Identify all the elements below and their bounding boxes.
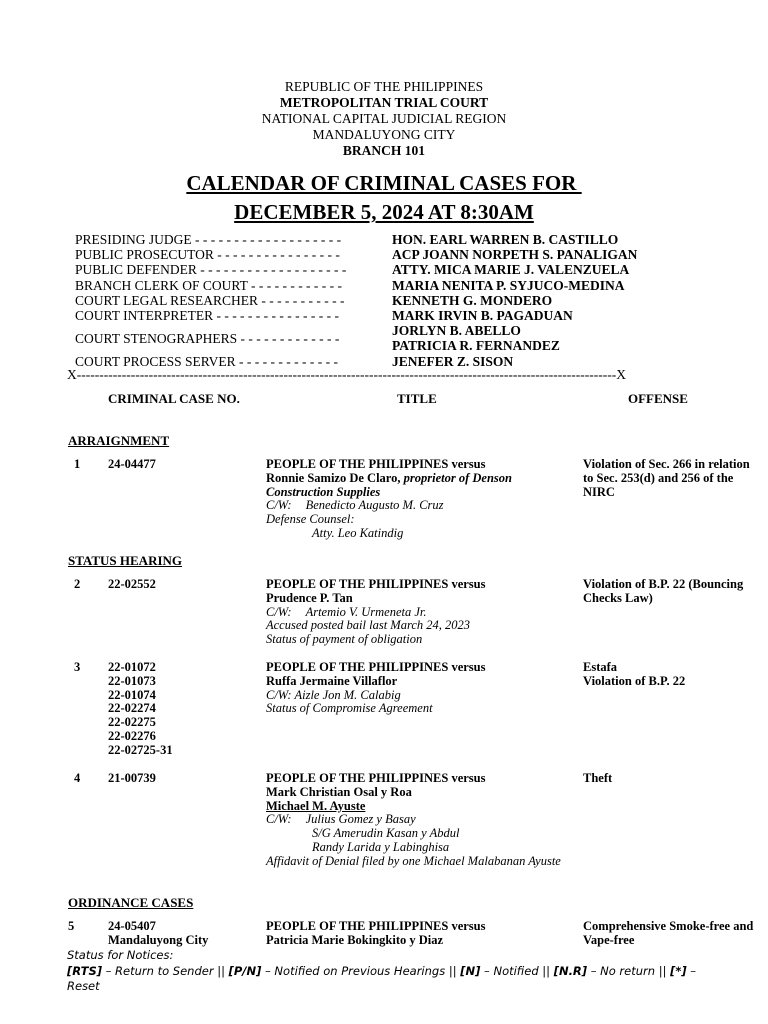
staff-name: JENEFER Z. SISON bbox=[392, 353, 514, 369]
cw-name: Julius Gomez y Basay bbox=[305, 812, 416, 827]
staff-name: ACP JOANN NORPETH S. PANALIGAN bbox=[392, 247, 638, 263]
staff-name: JORLYN B. ABELLO bbox=[392, 323, 521, 339]
case-title bbox=[266, 920, 576, 948]
header-city: MANDALUYONG CITY bbox=[312, 127, 456, 142]
case-offense: Theft bbox=[583, 771, 613, 785]
case-accused: Michael M. Ayuste bbox=[266, 798, 366, 813]
staff-name: MARIA NENITA P. SYJUCO-MEDINA bbox=[392, 277, 625, 293]
notices-label: Status for Notices: bbox=[67, 948, 174, 962]
defense-counsel: Atty. Leo Katindig bbox=[312, 525, 404, 540]
code-nr: [N.R] bbox=[553, 963, 588, 978]
case-title bbox=[266, 772, 576, 869]
case-note: Accused posted bail last March 24, 2023 bbox=[266, 618, 471, 633]
case-note: Affidavit of Denial filed by one Michael Malabanan Ayuste bbox=[266, 853, 561, 868]
staff-name: HON. EARL WARREN B. CASTILLO bbox=[392, 232, 619, 247]
case-people: PEOPLE OF THE PHILIPPINES versus bbox=[266, 771, 486, 785]
case-note: Defense Counsel: bbox=[266, 512, 355, 527]
cw-label: C/W: bbox=[266, 604, 292, 619]
code-reset: [*] bbox=[670, 963, 687, 978]
case-accused: Ronnie Samizo De Claro, bbox=[266, 470, 401, 485]
calendar-title-line2: DECEMBER 5, 2024 AT 8:30AM bbox=[234, 200, 534, 224]
staff-role: COURT STENOGRAPHERS - - - - - - - - - - - - - bbox=[75, 330, 340, 346]
case-people: PEOPLE OF THE PHILIPPINES versus bbox=[266, 577, 486, 591]
case-number: 5 bbox=[68, 919, 75, 933]
docket-number: 22-02552 bbox=[108, 577, 156, 591]
calendar-title bbox=[0, 169, 768, 227]
header-branch: BRANCH 101 bbox=[342, 143, 426, 158]
docket-number: 22-02275 bbox=[108, 715, 156, 730]
court-staff-list bbox=[75, 232, 755, 369]
case-accused-role: proprietor of Denson Construction Supplies bbox=[266, 470, 512, 499]
header-republic: REPUBLIC OF THE PHILIPPINES bbox=[284, 79, 484, 94]
case-docket-list bbox=[108, 458, 156, 472]
case-offense: Violation of B.P. 22 (Bouncing Checks Law) bbox=[583, 577, 744, 605]
case-people: PEOPLE OF THE PHILIPPINES versus bbox=[266, 919, 486, 933]
case-docket-list bbox=[108, 772, 156, 786]
separator-line: X------------------------------------------------------------------------------------------------------------------------X bbox=[67, 367, 626, 382]
staff-name: KENNETH G. MONDERO bbox=[392, 292, 553, 308]
staff-row bbox=[75, 323, 755, 353]
docket-number: 22-02725-31 bbox=[108, 742, 173, 757]
docket-number: 22-02274 bbox=[108, 701, 156, 716]
cw-name: Artemio V. Urmeneta Jr. bbox=[305, 604, 427, 619]
docket-number: 22-01072 bbox=[108, 660, 156, 674]
court-header bbox=[0, 79, 768, 159]
docket-number: 24-04477 bbox=[108, 457, 156, 471]
section-arraignment: ARRAIGNMENT bbox=[68, 433, 170, 448]
calendar-title-line1: CALENDAR OF CRIMINAL CASES FOR bbox=[186, 171, 582, 195]
header-court: METROPOLITAN TRIAL COURT bbox=[279, 95, 489, 110]
offense-item: Estafa bbox=[583, 660, 618, 674]
case-offense: Violation of Sec. 266 in relation to Sec. 253(d) and 256 of the NIRC bbox=[583, 457, 750, 499]
code-reset-desc: – Reset bbox=[67, 963, 700, 993]
case-number: 1 bbox=[74, 457, 81, 471]
case-docket-list bbox=[108, 920, 208, 948]
staff-row bbox=[75, 247, 755, 262]
case-number: 2 bbox=[74, 577, 81, 591]
staff-row bbox=[75, 232, 755, 247]
docket-number: 22-02276 bbox=[108, 728, 156, 743]
cw-name: Benedicto Augusto M. Cruz bbox=[305, 498, 444, 513]
staff-role: COURT LEGAL RESEARCHER - - - - - - - - - - - bbox=[75, 292, 345, 308]
code-n-desc: – Notified || bbox=[480, 963, 554, 978]
header-region: NATIONAL CAPITAL JUDICIAL REGION bbox=[261, 111, 507, 126]
staff-name: PATRICIA R. FERNANDEZ bbox=[392, 338, 560, 354]
column-header-offense: OFFENSE bbox=[628, 391, 688, 406]
staff-role: COURT PROCESS SERVER - - - - - - - - - - - - - bbox=[75, 353, 338, 369]
case-people: PEOPLE OF THE PHILIPPINES versus bbox=[266, 660, 486, 674]
case-number: 4 bbox=[74, 771, 81, 785]
staff-role: COURT INTERPRETER - - - - - - - - - - - - - - - - bbox=[75, 307, 340, 323]
case-note: Status of payment of obligation bbox=[266, 632, 423, 647]
case-offense: Comprehensive Smoke-free and Vape-free bbox=[583, 919, 754, 947]
case-note: Status of Compromise Agreement bbox=[266, 701, 433, 716]
case-accused: Patricia Marie Bokingkito y Diaz bbox=[266, 932, 444, 947]
staff-name: MARK IRVIN B. PAGADUAN bbox=[392, 307, 573, 323]
case-accused: Prudence P. Tan bbox=[266, 590, 353, 605]
case-number: 3 bbox=[74, 660, 81, 674]
staff-row bbox=[75, 262, 755, 277]
case-title bbox=[266, 661, 576, 716]
offense-item: Violation of B.P. 22 bbox=[583, 673, 686, 688]
docket-city: Mandaluyong City bbox=[108, 932, 209, 947]
code-pn-desc: – Notified on Previous Hearings || bbox=[261, 963, 461, 978]
code-rts-desc: – Return to Sender || bbox=[101, 963, 229, 978]
case-title bbox=[266, 578, 576, 647]
staff-name: ATTY. MICA MARIE J. VALENZUELA bbox=[392, 262, 630, 278]
code-nr-desc: – No return || bbox=[587, 963, 671, 978]
cw-label: C/W: bbox=[266, 498, 292, 513]
case-docket-list bbox=[108, 578, 156, 592]
docket-number: 22-01074 bbox=[108, 687, 156, 702]
staff-row bbox=[75, 278, 755, 293]
column-header-case-no: CRIMINAL CASE NO. bbox=[108, 391, 240, 406]
code-n: [N] bbox=[460, 963, 481, 978]
cw-name: S/G Amerudin Kasan y Abdul bbox=[312, 826, 460, 841]
case-accused: Ruffa Jermaine Villaflor bbox=[266, 673, 398, 688]
case-people: PEOPLE OF THE PHILIPPINES versus bbox=[266, 457, 486, 471]
staff-role: PRESIDING JUDGE - - - - - - - - - - - - - - - - - - - bbox=[75, 232, 342, 247]
staff-role: BRANCH CLERK OF COURT - - - - - - - - - - - - bbox=[75, 277, 343, 293]
cw-label: C/W: bbox=[266, 812, 292, 827]
cw-name: Randy Larida y Labinghisa bbox=[312, 839, 450, 854]
staff-role: PUBLIC PROSECUTOR - - - - - - - - - - - - - - - - bbox=[75, 247, 340, 263]
staff-row bbox=[75, 308, 755, 323]
case-offense bbox=[583, 661, 758, 689]
docket-number: 22-01073 bbox=[108, 673, 156, 688]
docket-number: 21-00739 bbox=[108, 771, 156, 785]
cw-line: C/W: Aizle Jon M. Calabig bbox=[266, 687, 401, 702]
staff-role: PUBLIC DEFENDER - - - - - - - - - - - - - - - - - - - bbox=[75, 262, 347, 278]
code-rts: [RTS] bbox=[67, 963, 102, 978]
section-ordinance-cases: ORDINANCE CASES bbox=[68, 895, 194, 910]
case-docket-list bbox=[108, 661, 173, 758]
section-status-hearing: STATUS HEARING bbox=[68, 553, 183, 568]
docket-number: 24-05407 bbox=[108, 919, 156, 933]
case-title bbox=[266, 458, 576, 541]
code-pn: [P/N] bbox=[228, 963, 262, 978]
case-accused: Mark Christian Osal y Roa bbox=[266, 784, 412, 799]
column-header-title: TITLE bbox=[397, 391, 437, 406]
notices-legend bbox=[67, 948, 707, 995]
staff-row bbox=[75, 293, 755, 308]
